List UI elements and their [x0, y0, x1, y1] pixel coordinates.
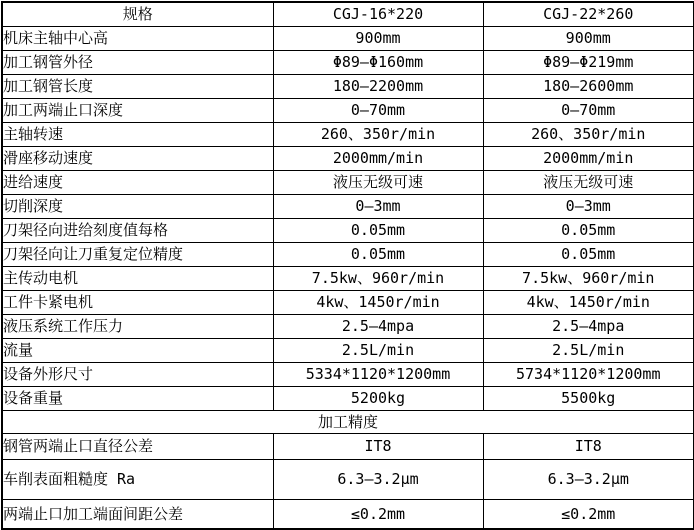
spec-label: 设备外形尺寸: [2, 363, 273, 387]
spec-label: 加工钢管长度: [2, 75, 273, 99]
table-row: [2, 99, 694, 123]
spec-label: 车削表面粗糙度 Ra: [2, 460, 273, 500]
spec-value: 液压无级可速: [483, 171, 694, 195]
spec-value: 7.5kw、960r/min: [273, 267, 483, 291]
spec-value: 4kw、1450r/min: [483, 291, 694, 315]
spec-sheet: [0, 1, 694, 528]
column-header-spec: 规格: [2, 2, 273, 27]
spec-value: 液压无级可速: [273, 171, 483, 195]
spec-value: 5200kg: [273, 387, 483, 411]
table-row: [2, 51, 694, 75]
spec-value: 260、350r/min: [273, 123, 483, 147]
machine-spec-table: [1, 1, 694, 530]
spec-label: 流量: [2, 339, 273, 363]
spec-value: 2.5L/min: [273, 339, 483, 363]
section-title: 加工精度: [2, 411, 694, 434]
table-row: [2, 315, 694, 339]
spec-value: IT8: [483, 434, 694, 460]
table-row: [2, 27, 694, 51]
spec-value: 180—2600mm: [483, 75, 694, 99]
table-row: [2, 339, 694, 363]
spec-value: 900mm: [483, 27, 694, 51]
spec-value: 0—3mm: [483, 195, 694, 219]
spec-label: 主传动电机: [2, 267, 273, 291]
spec-label: 滑座移动速度: [2, 147, 273, 171]
spec-value: 0.05mm: [483, 243, 694, 267]
spec-value: 0.05mm: [483, 219, 694, 243]
table-row: [2, 123, 694, 147]
column-header-model-1: CGJ-16*220: [273, 2, 483, 27]
column-header-model-2: CGJ-22*260: [483, 2, 694, 27]
spec-value: 5734*1120*1200mm: [483, 363, 694, 387]
spec-value: 0—3mm: [273, 195, 483, 219]
spec-value: 5500kg: [483, 387, 694, 411]
table-header-row: [2, 2, 694, 27]
table-row: [2, 387, 694, 411]
table-row: [2, 75, 694, 99]
spec-value: 0.05mm: [273, 219, 483, 243]
spec-label: 两端止口加工端面间距公差: [2, 500, 273, 530]
table-row: [2, 500, 694, 530]
spec-label: 加工两端止口深度: [2, 99, 273, 123]
spec-label: 工件卡紧电机: [2, 291, 273, 315]
spec-label: 进给速度: [2, 171, 273, 195]
spec-value: ≤0.2mm: [483, 500, 694, 530]
spec-label: 机床主轴中心高: [2, 27, 273, 51]
table-row: [2, 195, 694, 219]
spec-value: 180—2200mm: [273, 75, 483, 99]
spec-value: 2000mm/min: [483, 147, 694, 171]
spec-label: 加工钢管外径: [2, 51, 273, 75]
spec-value: 7.5kw、960r/min: [483, 267, 694, 291]
spec-label: 主轴转速: [2, 123, 273, 147]
spec-label: 液压系统工作压力: [2, 315, 273, 339]
spec-value: 0.05mm: [273, 243, 483, 267]
spec-value: ≤0.2mm: [273, 500, 483, 530]
spec-label: 设备重量: [2, 387, 273, 411]
spec-value: 0—70mm: [483, 99, 694, 123]
spec-value: 2.5—4mpa: [273, 315, 483, 339]
spec-value: 260、350r/min: [483, 123, 694, 147]
spec-label: 刀架径向让刀重复定位精度: [2, 243, 273, 267]
table-row: [2, 147, 694, 171]
spec-value: 4kw、1450r/min: [273, 291, 483, 315]
table-row: [2, 363, 694, 387]
table-row: [2, 291, 694, 315]
section-header-row: [2, 411, 694, 434]
spec-label: 刀架径向进给刻度值每格: [2, 219, 273, 243]
spec-value: 5334*1120*1200mm: [273, 363, 483, 387]
spec-value: 2.5L/min: [483, 339, 694, 363]
spec-value: 6.3—3.2μm: [483, 460, 694, 500]
spec-value: 900mm: [273, 27, 483, 51]
table-row: [2, 460, 694, 500]
spec-value: Φ89—Φ219mm: [483, 51, 694, 75]
table-row: [2, 243, 694, 267]
spec-value: 2.5—4mpa: [483, 315, 694, 339]
table-row: [2, 171, 694, 195]
spec-value: IT8: [273, 434, 483, 460]
table-row: [2, 434, 694, 460]
spec-value: 6.3—3.2μm: [273, 460, 483, 500]
table-row: [2, 219, 694, 243]
table-row: [2, 267, 694, 291]
spec-value: 0—70mm: [273, 99, 483, 123]
spec-label: 钢管两端止口直径公差: [2, 434, 273, 460]
spec-label: 切削深度: [2, 195, 273, 219]
spec-value: Φ89—Φ160mm: [273, 51, 483, 75]
spec-value: 2000mm/min: [273, 147, 483, 171]
